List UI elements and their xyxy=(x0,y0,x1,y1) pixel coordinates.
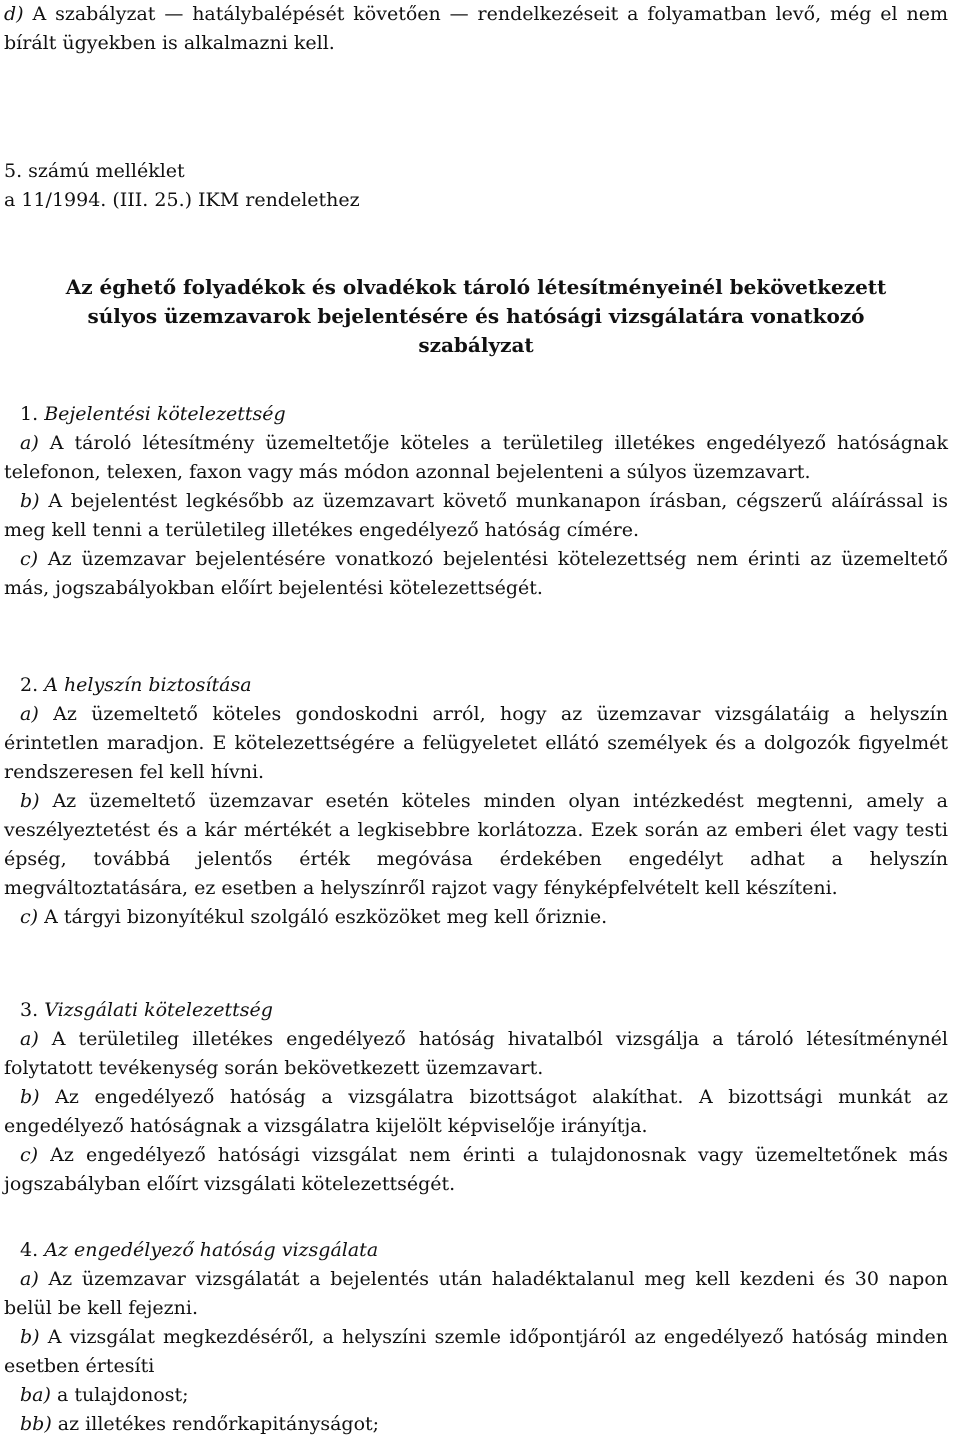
item-text: Az engedélyező hatósági vizsgálat nem érinti a tulajdonosnak vagy üzemeltetőnek más jogszabályban előírt vizsgálati kötelezettségét. xyxy=(4,1144,949,1195)
sub-item-text: a tulajdonost; xyxy=(56,1384,189,1406)
item-label: c) xyxy=(20,548,39,570)
section-number: 4. xyxy=(20,1239,39,1261)
item-label: a) xyxy=(20,1028,39,1050)
item-label: b) xyxy=(20,1326,40,1348)
section-name: A helyszín biztosítása xyxy=(44,674,252,696)
title-line-1: Az éghető folyadékok és olvadékok tároló létesítményeinél bekövetkezett xyxy=(65,275,887,299)
item-label: b) xyxy=(20,790,40,812)
sub-item xyxy=(4,1381,948,1410)
item-text: A vizsgálat megkezdéséről, a helyszíni szemle időpontjáról az engedélyező hatóság minden esetben értesíti xyxy=(4,1326,948,1377)
section-heading xyxy=(4,996,948,1025)
sub-item xyxy=(4,1410,948,1439)
item-text: A bejelentést legkésőbb az üzemzavart követő munkanapon írásban, cégszerű aláírással is meg kell tenni a területileg illetékes engedélyező hatóság címére. xyxy=(4,490,948,541)
item-label: a) xyxy=(20,432,39,454)
item-label: b) xyxy=(20,1086,40,1108)
annex-number: 5. számú melléklet xyxy=(4,160,185,182)
item-label: b) xyxy=(20,490,40,512)
annex-decree: a 11/1994. (III. 25.) IKM rendelethez xyxy=(4,189,360,211)
item-text: A szabályzat — hatálybalépését követően — rendelkezéseit a folyamatban levő, még el nem bírált ügyekben is alkalmazni kell. xyxy=(4,3,948,54)
sub-item-text: az illetékes rendőrkapitányságot; xyxy=(57,1413,380,1435)
item-text: Az üzemeltető köteles gondoskodni arról, hogy az üzemzavar vizsgálatáig a helyszín érintetlen maradjon. E kötelezettségére a felügyeletet ellátó személyek és a dolgozók figyelmét rendszeresen fel kell hívni. xyxy=(4,703,948,783)
item-label: a) xyxy=(20,703,39,725)
item-label: c) xyxy=(20,1144,39,1166)
item-text: A tárgyi bizonyítékul szolgáló eszközöket meg kell őriznie. xyxy=(44,906,608,928)
section-name: Bejelentési kötelezettség xyxy=(44,403,286,425)
section-number: 1. xyxy=(20,403,39,425)
section-heading xyxy=(4,400,948,429)
item-label: d) xyxy=(4,3,24,25)
section-4 xyxy=(4,1236,948,1439)
intro-paragraph xyxy=(4,0,948,58)
item-text: A területileg illetékes engedélyező hatóság hivatalból vizsgálja a tároló létesítménynél folytatott tevékenység során bekövetkezett üzemzavart. xyxy=(4,1028,949,1079)
annex-reference xyxy=(4,157,948,215)
section-3 xyxy=(4,996,948,1199)
section-heading xyxy=(4,1236,948,1265)
item-label: c) xyxy=(20,906,39,928)
item-label: a) xyxy=(20,1268,39,1290)
sub-item-label: bb) xyxy=(20,1413,52,1435)
item-text: Az üzemzavar bejelentésére vonatkozó bejelentési kötelezettség nem érinti az üzemeltető más, jogszabályokban előírt bejelentési kötelezettségét. xyxy=(4,548,948,599)
document-title xyxy=(4,273,948,360)
section-name: Vizsgálati kötelezettség xyxy=(44,999,273,1021)
item-text: Az engedélyező hatóság a vizsgálatra bizottságot alakíthat. A bizottsági munkát az engedélyező hatóságnak a vizsgálatra kijelölt képviselője irányítja. xyxy=(4,1086,948,1137)
section-number: 2. xyxy=(20,674,39,696)
sub-item-label: ba) xyxy=(20,1384,51,1406)
item-text: A tároló létesítmény üzemeltetője köteles a területileg illetékes engedélyező hatóságnak telefonon, telexen, faxon vagy más módon azonnal bejelenteni a súlyos üzemzavart. xyxy=(4,432,948,483)
section-heading xyxy=(4,671,948,700)
section-1 xyxy=(4,400,948,603)
section-2 xyxy=(4,671,948,932)
title-line-3: szabályzat xyxy=(418,333,534,357)
section-name: Az engedélyező hatóság vizsgálata xyxy=(44,1239,379,1261)
title-line-2: súlyos üzemzavarok bejelentésére és hatósági vizsgálatára vonatkozó xyxy=(87,304,865,328)
item-text: Az üzemeltető üzemzavar esetén köteles minden olyan intézkedést megtenni, amely a veszélyeztetést és a kár mértékét a legkisebbre korlátozza. Ezek során az emberi élet vagy testi épség, továbbá jelentős érték megóvása érdekében engedélyt adhat a helyszín megváltoztatására, ez esetben a helyszínről rajzot vagy fényképfelvételt kell készíteni. xyxy=(4,790,948,899)
item-text: Az üzemzavar vizsgálatát a bejelentés után haladéktalanul meg kell kezdeni és 30 napon belül be kell fejezni. xyxy=(4,1268,948,1319)
section-number: 3. xyxy=(20,999,39,1021)
